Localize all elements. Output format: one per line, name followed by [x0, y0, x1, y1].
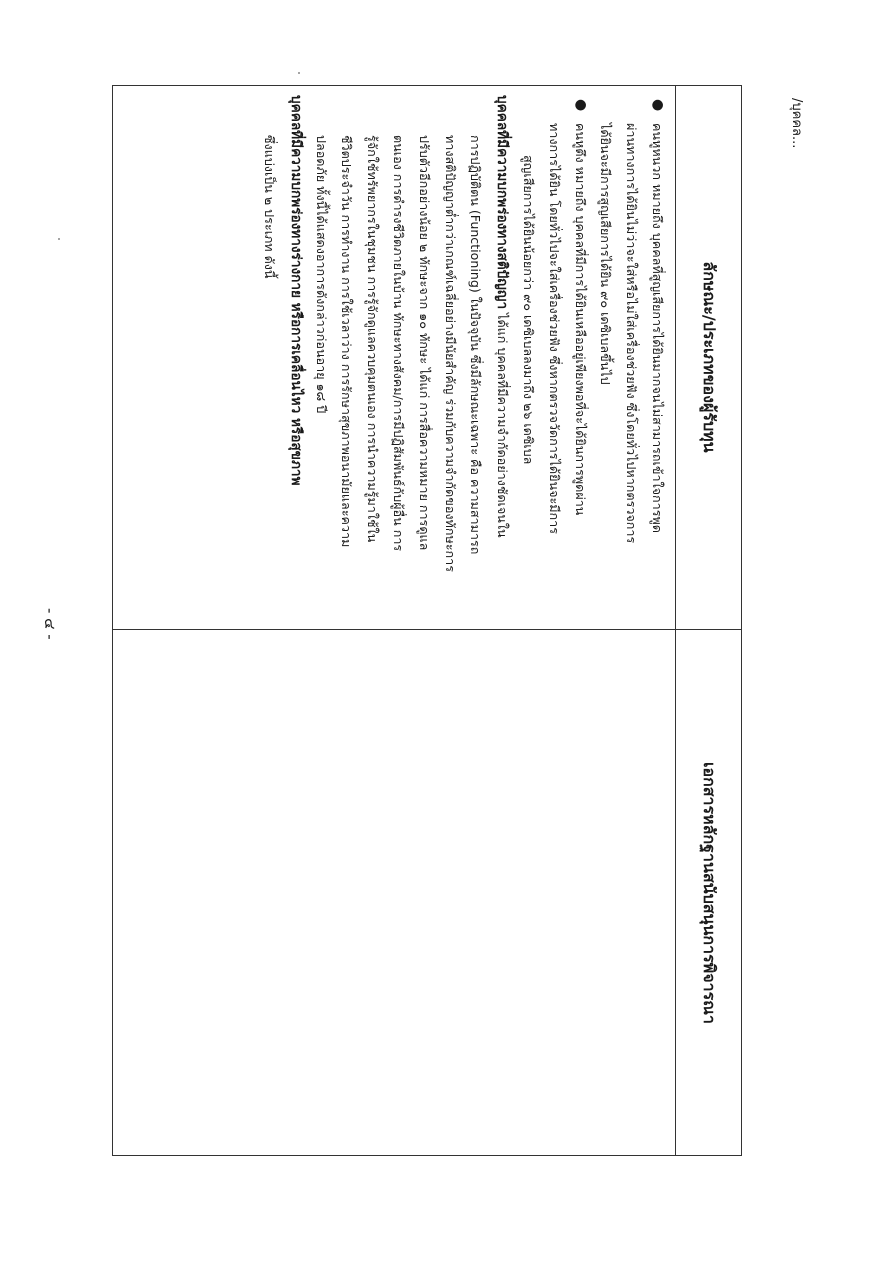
intellectual-definition-line-6: รู้จักใช้ทรัพยากรในชุมชน การรู้จักดูแลควบคุมตนเอง การนำความรู้มาใช้ใน: [365, 135, 381, 543]
intellectual-line-1-rest: ได้แก่ บุคคลที่มีความจำกัดอย่างชัดเจนใน: [495, 309, 511, 538]
beneficiary-type-cell: [112, 85, 676, 630]
intellectual-definition-line-3: ทางสติปัญญาต่ำกว่าเกณฑ์เฉลี่ยอย่างมีนัยสำคัญ ร่วมกับความจำกัดของทักษะการ: [442, 135, 458, 573]
deaf-definition-line-1: คนหูหนวก หมายถึง บุคคลที่สูญเสียการได้ยินมากจนไม่สามารถเข้าใจการพูด: [650, 123, 665, 533]
list-item-hard-of-hearing: [567, 95, 593, 621]
header-supporting-documents: เอกสารหลักฐานสนับสนุนการพิจารณา: [700, 762, 720, 1024]
intellectual-definition-line-5: ตนเอง การดำรงชีวิตภายในบ้าน ทักษะทางสังคม/การมีปฏิสัมพันธ์กับผู้อื่น การ: [391, 135, 407, 552]
bullet-icon: ●: [650, 99, 666, 112]
hoh-definition-line-2: ทางการได้ยิน โดยทั่วไปจะใส่เครื่องช่วยฟัง ซึ่งหากตรวจวัดการได้ยินจะมีการ: [546, 123, 562, 534]
intellectual-heading: บุคคลที่มีความบกพร่องทางสติปัญญา: [494, 95, 511, 310]
deaf-definition-line-3: ได้ยินจะมีการสูญเสียการได้ยิน ๙๐ เดซิเบลขึ้นไป: [598, 123, 614, 385]
intellectual-definition-line-4: ปรับตัวอีกอย่างน้อย ๒ ทักษะจาก ๑๐ ทักษะ ได้แก่ การสื่อความหมาย การดูแล: [416, 135, 432, 551]
deaf-definition-line-2: ผ่านทางการได้ยินไม่ว่าจะใส่หรือไม่ใส่เครื่องช่วยฟัง ซึ่งโดยทั่วไปหากตรวจการ: [624, 123, 640, 544]
list-item-deaf: [644, 95, 670, 621]
intellectual-definition-line-7: ชีวิตประจำวัน การทำงาน การใช้เวลาว่าง การรักษาสุขภาพอนามัยและความ: [339, 135, 355, 548]
header-beneficiary-type: ลักษณะ/ประเภทของผู้รับทุน: [676, 85, 742, 630]
scan-speck: [298, 72, 300, 74]
intellectual-definition-line-1: [488, 95, 515, 621]
table-header-row: [675, 85, 742, 1156]
page-number: - ๔ -: [41, 608, 59, 640]
continuation-marker: /บุคคล...: [789, 98, 804, 149]
bullet-icon: ●: [572, 99, 589, 112]
criteria-table: [112, 85, 742, 1156]
hoh-definition-line-1: คนหูตึง หมายถึง บุคคลที่มีการได้ยินเหลืออยู่เพียงพอที่จะได้ยินการพูดผ่าน: [572, 123, 588, 516]
supporting-documents-cell: [112, 630, 676, 1156]
hoh-definition-line-3: สูญเสียการได้ยินน้อยกว่า ๙๐ เดซิเบลลงมาถึง ๒๖ เดซิเบล: [521, 155, 537, 465]
table-body-row: [112, 85, 676, 1156]
physical-definition-line-1: ซึ่งแบ่งเป็น ๒ ประเภท ดังนี้: [262, 135, 278, 279]
intellectual-definition-line-2: การปฏิบัติตน (Functioning) ในปัจจุบัน ซึ่งมีลักษณะเฉพาะ คือ ความสามารถ: [468, 135, 484, 555]
scan-speck: [58, 238, 60, 240]
physical-heading: บุคคลที่มีความบกพร่องทางร่างกาย หรือการเคลื่อนไหว หรือสุขภาพ: [287, 95, 304, 486]
intellectual-definition-line-8: ปลอดภัย ทั้งนี้ได้แสดงอาการดังกล่าวก่อนอายุ ๑๘ ปี: [313, 135, 329, 414]
